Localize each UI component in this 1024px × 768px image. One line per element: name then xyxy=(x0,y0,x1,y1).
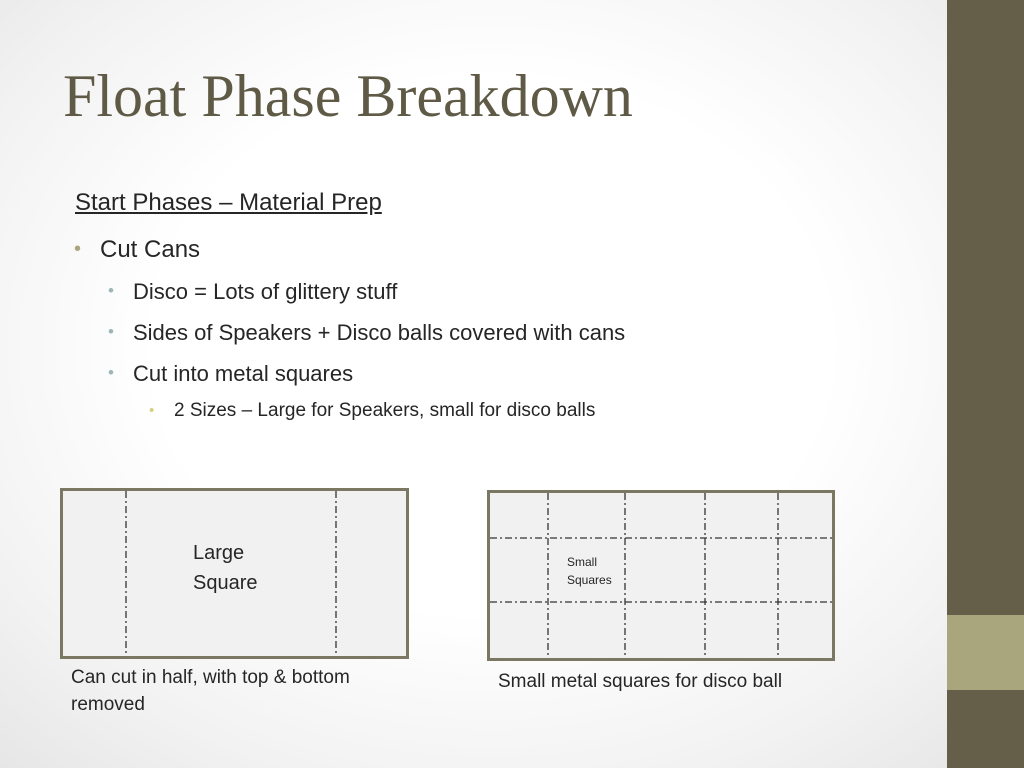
section-heading: Start Phases – Material Prep xyxy=(75,189,382,216)
label-line: Large xyxy=(193,542,245,564)
sub-bullet-disco xyxy=(108,279,398,305)
sub-sub-bullet-sizes xyxy=(149,400,596,422)
large-square-label xyxy=(193,538,258,598)
caption-line: Can cut in half, with top & bottom xyxy=(71,667,350,688)
caption-line: removed xyxy=(71,694,145,715)
bullet-text: Disco = Lots of glittery stuff xyxy=(133,279,398,304)
small-squares-caption: Small metal squares for disco ball xyxy=(498,671,783,692)
sub-bullet-sides xyxy=(108,320,626,346)
bullet-text: Sides of Speakers + Disco balls covered with cans xyxy=(133,320,626,345)
label-line: Square xyxy=(193,572,258,594)
bullet-text: Cut Cans xyxy=(100,236,201,263)
bullet-text: 2 Sizes – Large for Speakers, small for disco balls xyxy=(174,400,596,421)
bullet-dot-icon: • xyxy=(74,238,82,260)
large-square-caption xyxy=(71,664,350,718)
small-squares-diagram xyxy=(487,490,835,661)
bullet-dot-icon: • xyxy=(108,363,114,382)
bullet-cut-cans xyxy=(74,236,201,264)
sub-bullet-cut-squares xyxy=(108,361,354,387)
bullet-dot-icon: • xyxy=(108,322,114,341)
bullet-dot-icon: • xyxy=(108,281,114,300)
label-line: Squares xyxy=(567,573,612,587)
bullet-dot-icon: • xyxy=(149,402,155,419)
bullet-text: Cut into metal squares xyxy=(133,361,354,386)
large-square-diagram xyxy=(60,488,409,659)
slide-title: Float Phase Breakdown xyxy=(63,63,633,129)
sidebar-accent-block xyxy=(947,615,1024,690)
label-line: Small xyxy=(567,555,598,569)
small-squares-cut-lines xyxy=(490,493,832,658)
small-squares-label xyxy=(567,553,612,589)
